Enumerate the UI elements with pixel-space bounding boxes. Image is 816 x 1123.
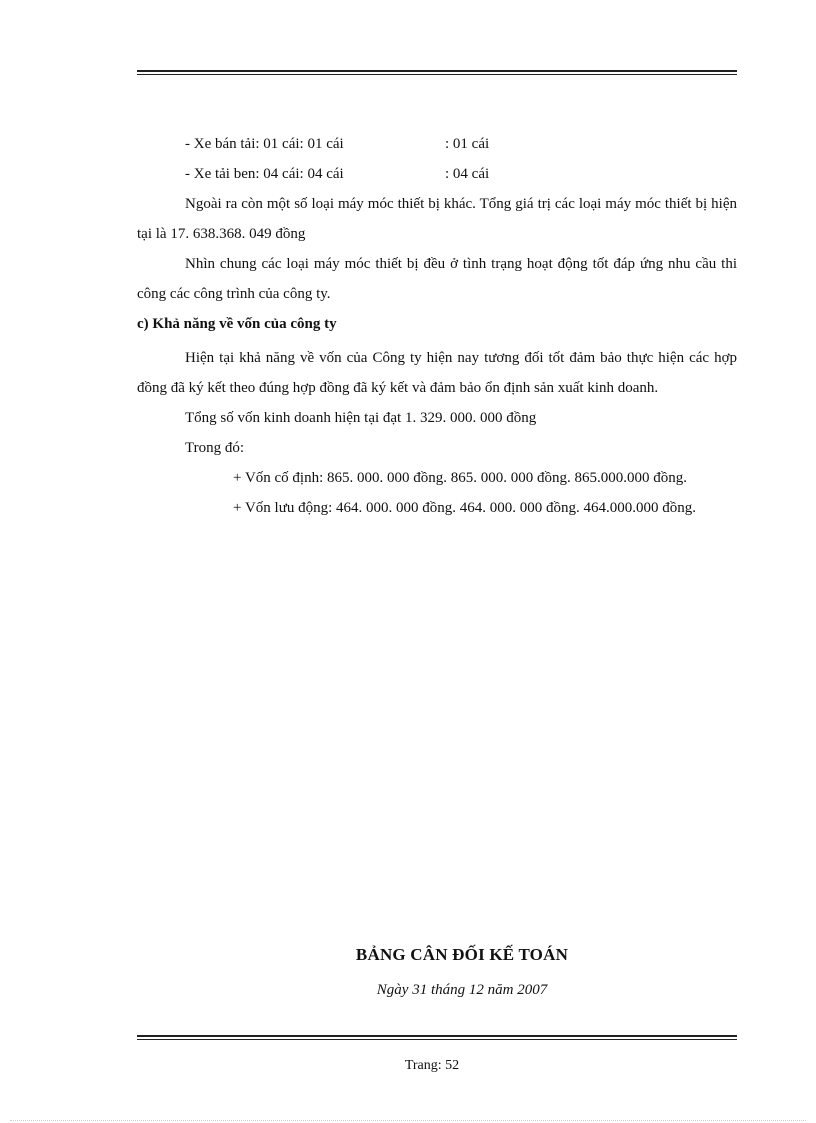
document-body xyxy=(137,129,737,523)
paragraph-equipment-total: Ngoài ra còn một số loại máy móc thiết bị khác. Tổng giá trị các loại máy móc thiết bị hiện tại là 17. 638.368. 049 đồng xyxy=(137,196,737,242)
footer-rule xyxy=(137,1035,737,1040)
document-date: Ngày 31 tháng 12 năm 2007 xyxy=(376,982,548,998)
list-item xyxy=(137,159,737,189)
paragraph-total-capital: Tổng số vốn kinh doanh hiện tại đạt 1. 329. 000. 000 đồng xyxy=(185,410,537,426)
list-item-label: - Xe bán tải: 01 cái: 01 cái xyxy=(185,136,344,152)
page-bottom-border xyxy=(10,1120,806,1121)
document-title: BẢNG CÂN ĐỐI KẾ TOÁN xyxy=(355,945,569,964)
list-item-label: - Xe tải ben: 04 cái: 04 cái xyxy=(185,166,344,182)
paragraph-breakdown-intro: Trong đó: xyxy=(185,440,245,456)
header-rule xyxy=(137,70,737,75)
list-item-value: : 04 cái xyxy=(445,166,490,182)
list-item xyxy=(137,129,737,159)
paragraph-fixed-capital: + Vốn cố định: 865. 000. 000 đồng. 865. 000. 000 đồng. 865.000.000 đồng. xyxy=(233,470,688,486)
paragraph-equipment-condition: Nhìn chung các loại máy móc thiết bị đều ở tình trạng hoạt động tốt đáp ứng nhu cầu thi công các công trình của công ty. xyxy=(137,256,737,302)
paragraph-working-capital: + Vốn lưu động: 464. 000. 000 đồng. 464. 000. 000 đồng. 464.000.000 đồng. xyxy=(233,500,696,516)
page-number: Trang: 52 xyxy=(404,1058,460,1073)
paragraph-capital-ability: Hiện tại khả năng về vốn của Công ty hiện nay tương đối tốt đảm bảo thực hiện các hợp đồng đã ký kết theo đúng hợp đồng đã ký kết và đảm bảo ổn định sản xuất kinh doanh. xyxy=(137,350,737,396)
list-item-value: : 01 cái xyxy=(445,136,490,152)
section-heading: c) Khả năng về vốn của công ty xyxy=(137,316,337,332)
